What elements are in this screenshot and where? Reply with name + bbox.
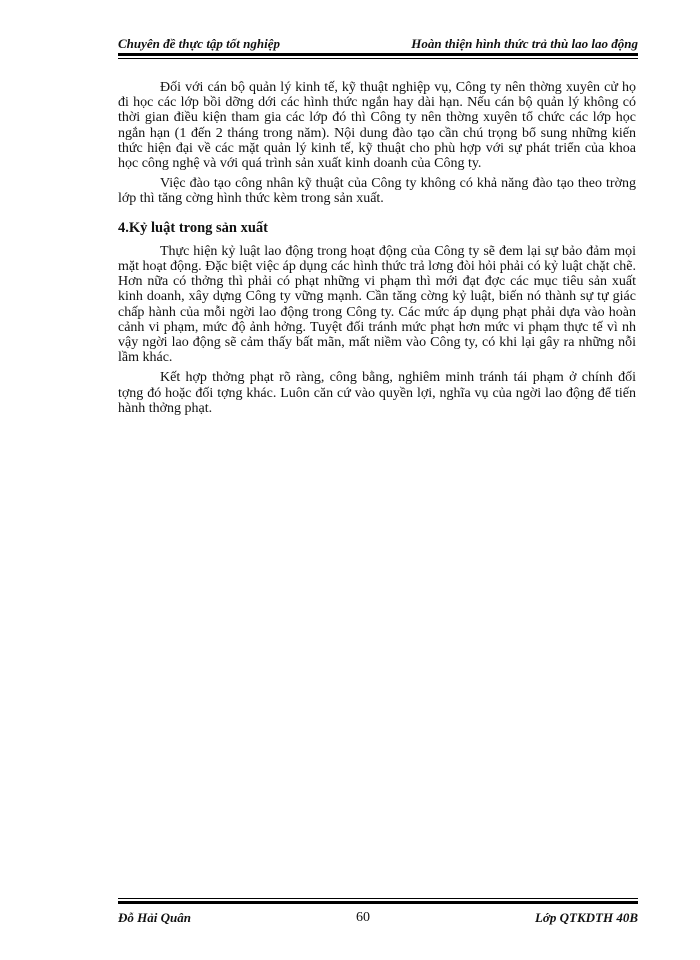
footer-class: Lớp QTKDTH 40B: [534, 910, 638, 925]
paragraph: Thực hiện kỷ luật lao động trong hoạt động của Công ty sẽ đem lại sự bảo đảm mọi mặt hoạt động. Đặc biệt việc áp dụng các hình thức trả lơng đòi hỏi phải có kỷ luật chặt chẽ. Hơn nữa có thởng thì phải có phạt những vi phạm thì mới đạt đợc các mục tiêu sản xuất kinh doanh, xây dựng Công ty vững mạnh. Cần tăng cờng kỷ luật, biến nó thành sự tự giác chấp hành của mỗi ngời lao động trong Công ty. Các mức áp dụng phạt phải dựa vào hoàn cảnh vi phạm, mức độ ảnh hởng. Tuyệt đối tránh mức phạt hơn mức vi phạm thực tế vì nh vậy ngời lao động sẽ cảm thấy bất mãn, mất niềm vào Công ty, có khi lại gây ra những nỗi lầm khác.: [118, 243, 636, 366]
footer-rule: [118, 901, 638, 904]
page-number: 60: [355, 910, 370, 925]
header-rule-thin: [118, 58, 638, 59]
header-right-title: Hoàn thiện hình thức trả thù lao lao động: [411, 36, 638, 51]
document-body: [118, 80, 636, 421]
page-header: [118, 36, 638, 52]
paragraph: Kết hợp thởng phạt rõ ràng, công bằng, nghiêm minh tránh tái phạm ở chính đối tợng đó hoặc đối tợng khác. Luôn căn cứ vào quyền lợi, nghĩa vụ của ngời lao động để tiến hành thởng phạt.: [118, 370, 636, 416]
paragraph: Đối với cán bộ quản lý kinh tế, kỹ thuật nghiệp vụ, Công ty nên thờng xuyên cử họ đi học các lớp bồi dỡng dới các hình thức ngắn hay dài hạn. Nếu cán bộ quản lý không có thời gian điều kiện tham gia các lớp đó thì Công ty nên thờng xuyên tổ chức các lớp học ngắn hạn (1 đến 2 tháng trong năm). Nội dung đào tạo cần chú trọng bổ sung những kiến thức hiện đại về các mặt quản lý kinh tế, kỹ thuật cho phù hợp với sự phát triển của khoa học công nghệ và với quá trình sản xuất kinh doanh của Công ty.: [118, 80, 636, 172]
header-rule: [118, 53, 638, 56]
page-footer: [118, 910, 638, 926]
footer-author: Đỗ Hải Quân: [118, 910, 191, 925]
paragraph: Việc đào tạo công nhân kỹ thuật của Công ty không có khả năng đào tạo theo trờng lớp thì tăng cờng hình thức kèm trong sản xuất.: [118, 176, 636, 207]
section-heading: 4.Kỷ luật trong sản xuất: [118, 219, 268, 236]
header-left-title: Chuyên đề thực tập tốt nghiệp: [118, 36, 280, 51]
footer-rule-thin: [118, 898, 638, 899]
